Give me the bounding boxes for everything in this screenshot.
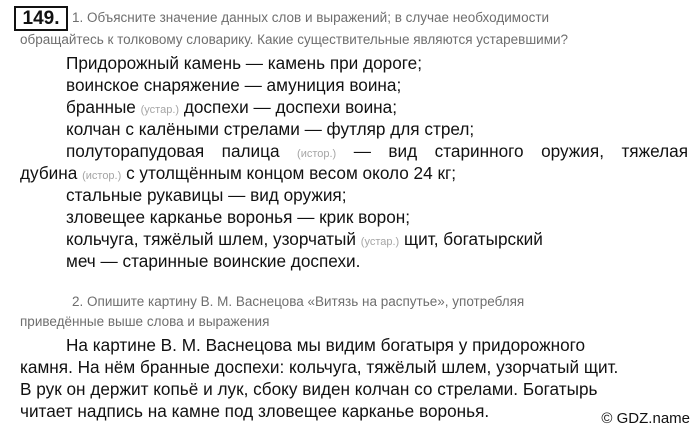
answer-1-line-10: меч — старинные воинские доспехи. xyxy=(66,251,361,271)
answer-1-line-9-end: щит, богатырский xyxy=(403,229,543,249)
answer-2-line-1: На картине В. М. Васнецова мы видим богатыря у придорожного xyxy=(66,335,586,355)
answer-1-line-7: стальные рукавицы — вид оружия; xyxy=(66,185,347,205)
answer-1-line-9-start: кольчуга, тяжёлый шлем, узорчатый xyxy=(66,229,356,249)
answer-1-line-8: зловещее карканье воронья — крик ворон; xyxy=(66,207,411,227)
task-1-line-1: 1. Объясните значение данных слов и выражений; в случае необходимости xyxy=(72,10,550,25)
answer-2-line-2: камня. На нём бранные доспехи: кольчуга, тяжёлый шлем, узорчатый щит. xyxy=(20,357,619,377)
mark-istor-2: (истор.) xyxy=(82,170,122,182)
answer-1-line-5-start: полуторапудовая палица xyxy=(66,141,280,161)
answer-1-line-6-end: с утолщённым концом весом около 24 кг; xyxy=(126,163,457,183)
answer-1-line-3-start: бранные xyxy=(66,97,136,117)
answer-1-line-5-end: — вид старинного оружия, тяжелая xyxy=(353,141,688,161)
answer-1-line-4: колчан с калёными стрелами — футляр для стрел; xyxy=(66,119,475,139)
task-2-line-1: 2. Опишите картину В. М. Васнецова «Витязь на распутье», употребляя xyxy=(72,294,525,309)
watermark: © GDZ.name xyxy=(601,410,690,427)
task-1-line-2: обращайтесь к толковому словарику. Какие существительные являются устаревшими? xyxy=(20,32,569,47)
exercise-number: 149. xyxy=(14,6,68,31)
answer-2-line-4: читает надпись на камне под зловещее карканье воронья. xyxy=(20,401,490,421)
answer-2-line-3: В рук он держит копьё и лук, сбоку виден колчан со стрелами. Богатырь xyxy=(20,379,598,399)
mark-ustar-2: (устар.) xyxy=(360,236,400,248)
answer-1-line-2: воинское снаряжение — амуниция воина; xyxy=(66,75,402,95)
answer-1-line-3-end: доспехи — доспехи воина; xyxy=(183,97,398,117)
answer-1-line-6-start: дубина xyxy=(20,163,78,183)
mark-ustar: (устар.) xyxy=(140,104,180,116)
mark-istor: (истор.) xyxy=(297,148,337,160)
task-2-line-2: приведённые выше слова и выражения xyxy=(20,314,270,329)
answer-1-line-1: Придорожный камень — камень при дороге; xyxy=(66,53,422,73)
